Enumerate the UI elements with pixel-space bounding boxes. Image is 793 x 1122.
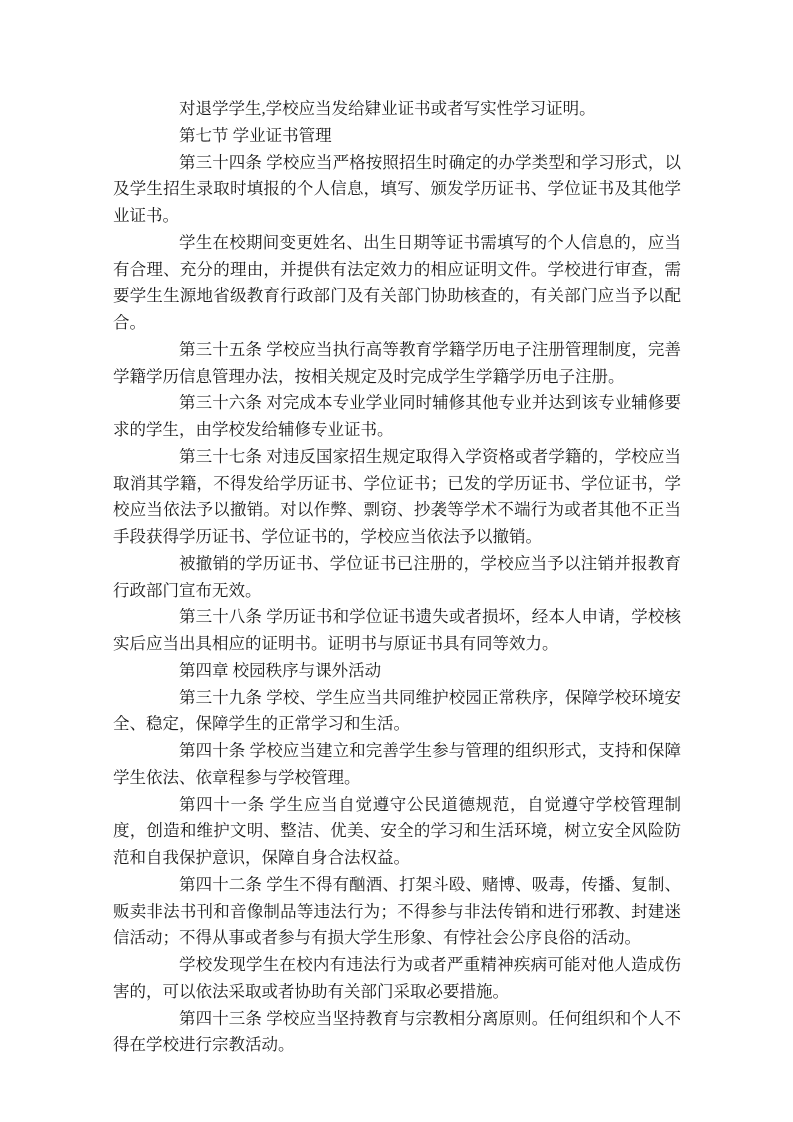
body-paragraph: 对退学学生,学校应当发给肄业证书或者写实性学习证明。	[179, 99, 596, 118]
section-heading: 第七节 学业证书管理	[179, 125, 332, 145]
document-body	[113, 96, 681, 1059]
article-paragraph: 第三十七条 对违反国家招生规定取得入学资格或者学籍的，学校应当取消其学籍，不得发给学历证书、学位证书；已发的学历证书、学位证书，学校应当依法予以撤销。对以作弊、剽窃、抄袭等学术不端行为或者其他不正当手段获得学历证书、学位证书的，学校应当依法予以撤销。	[113, 446, 681, 546]
article-paragraph: 第四十二条 学生不得有酗酒、打架斗殴、赌博、吸毒，传播、复制、贩卖非法书刊和音像制品等违法行为；不得参与非法传销和进行邪教、封建迷信活动；不得从事或者参与有损大学生形象、有悖社会公序良俗的活动。	[113, 874, 681, 948]
article-paragraph: 第三十四条 学校应当严格按照招生时确定的办学类型和学习形式，以及学生招生录取时填报的个人信息，填写、颁发学历证书、学位证书及其他学业证书。	[113, 152, 681, 225]
article-paragraph: 第四十一条 学生应当自觉遵守公民道德规范，自觉遵守学校管理制度，创造和维护文明、整洁、优美、安全的学习和生活环境，树立安全风险防范和自我保护意识，保障自身合法权益。	[113, 794, 681, 867]
article-paragraph: 第三十五条 学校应当执行高等教育学籍学历电子注册管理制度，完善学籍学历信息管理办法，按相关规定及时完成学生学籍学历电子注册。	[113, 339, 681, 386]
chapter-heading: 第四章 校园秩序与课外活动	[179, 660, 382, 680]
article-paragraph: 第三十六条 对完成本专业学业同时辅修其他专业并达到该专业辅修要求的学生，由学校发给辅修专业证书。	[113, 393, 681, 439]
article-paragraph: 第四十条 学校应当建立和完善学生参与管理的组织形式，支持和保障学生依法、依章程参与学校管理。	[113, 741, 681, 787]
body-paragraph: 被撤销的学历证书、学位证书已注册的，学校应当予以注销并报教育行政部门宣布无效。	[113, 553, 681, 600]
article-paragraph: 第三十八条 学历证书和学位证书遗失或者损坏，经本人申请，学校核实后应当出具相应的证明书。证明书与原证书具有同等效力。	[113, 607, 681, 653]
article-paragraph: 第三十九条 学校、学生应当共同维护校园正常秩序，保障学校环境安全、稳定，保障学生的正常学习和生活。	[113, 687, 681, 734]
body-paragraph: 学校发现学生在校内有违法行为或者严重精神疾病可能对他人造成伤害的，可以依法采取或者协助有关部门采取必要措施。	[113, 955, 681, 1001]
body-paragraph: 学生在校期间变更姓名、出生日期等证书需填写的个人信息的，应当有合理、充分的理由，并提供有法定效力的相应证明文件。学校进行审查，需要学生生源地省级教育行政部门及有关部门协助核查的，有关部门应当予以配合。	[113, 232, 681, 332]
article-paragraph: 第四十三条 学校应当坚持教育与宗教相分离原则。任何组织和个人不得在学校进行宗教活动。	[113, 1008, 681, 1055]
